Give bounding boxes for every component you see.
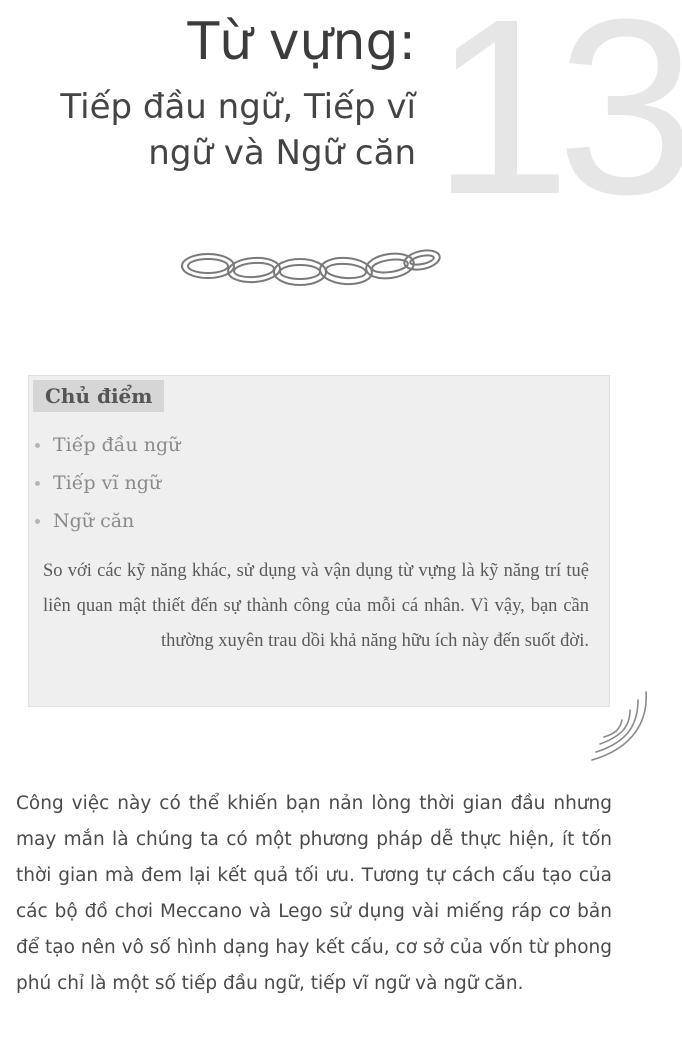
topics-summary: So với các kỹ năng khác, sử dụng và vận dụng từ vựng là kỹ năng trí tuệ liên quan mật thiết đến sự thành công của mỗi cá nhân. Vì vậy, bạn cần thường xuyên trau dồi khả năng hữu ích này đến suốt đời. (43, 561, 589, 651)
chapter-title: Từ vựng: (187, 12, 416, 72)
chain-links-icon (180, 240, 442, 296)
topics-list (29, 426, 180, 540)
topics-box (28, 375, 610, 707)
chapter-number: 13 (432, 0, 682, 246)
chapter-subtitle-line-1: Tiếp đầu ngữ, Tiếp vĩ (60, 87, 416, 127)
topic-item: Ngữ căn (29, 502, 180, 540)
chapter-title-block (60, 8, 416, 176)
chapter-subtitle (60, 84, 416, 176)
topics-label: Chủ điểm (33, 380, 164, 412)
chapter-subtitle-line-2: ngữ và Ngữ căn (148, 133, 416, 173)
body-paragraph: Công việc này có thể khiến bạn nản lòng thời gian đầu nhưng may mắn là chúng ta có một phương pháp dễ thực hiện, ít tốn thời gian mà đem lại kết quả tối ưu. Tương tự cách cấu tạo của các bộ đồ chơi Meccano và Lego sử dụng vài miếng ráp cơ bản để tạo nên vô số hình dạng hay kết cấu, cơ sở của vốn từ phong phú chỉ là một số tiếp đầu ngữ, tiếp vĩ ngữ và ngữ căn. (16, 793, 612, 994)
topic-item: Tiếp đầu ngữ (29, 426, 180, 464)
topic-item: Tiếp vĩ ngữ (29, 464, 180, 502)
corner-swoosh-icon (586, 690, 652, 766)
